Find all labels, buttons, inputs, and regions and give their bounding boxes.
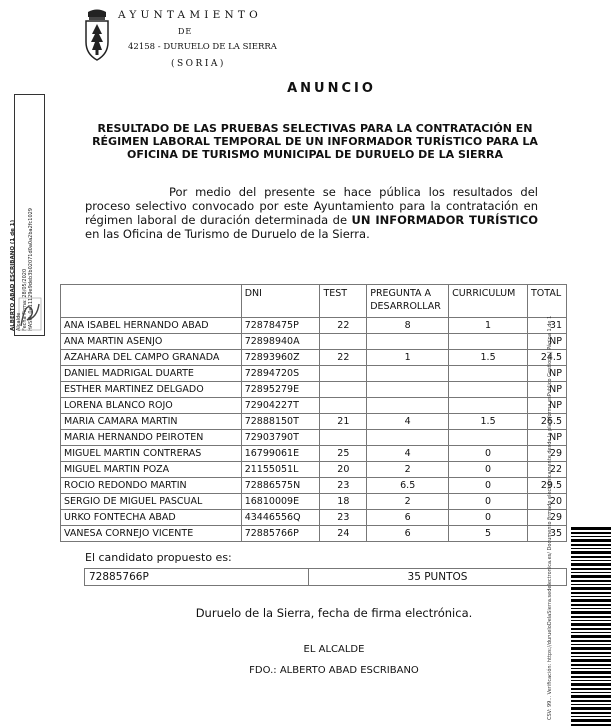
cell-name: ANA ISABEL HERNANDO ABAD <box>61 318 242 334</box>
cell-pregunta <box>367 398 449 414</box>
table-row <box>61 446 567 462</box>
cell-curriculum: 0 <box>449 446 528 462</box>
cell-curriculum <box>449 398 528 414</box>
header-dni: DNI <box>241 285 320 318</box>
table-row <box>61 366 567 382</box>
cell-total: NP <box>528 366 567 382</box>
body-text-bold: UN INFORMADOR TURÍSTICO <box>351 213 538 227</box>
cell-dni: 72903790T <box>241 430 320 446</box>
body-text-2: en las Oficina de Turismo de Duruelo de la Sierra. <box>85 227 370 241</box>
header-name <box>61 285 242 318</box>
header-curriculum: CURRICULUM <box>449 285 528 318</box>
cell-curriculum: 1 <box>449 318 528 334</box>
table-row <box>61 414 567 430</box>
cell-total: 22 <box>528 462 567 478</box>
cell-pregunta <box>367 366 449 382</box>
cell-name: DANIEL MADRIGAL DUARTE <box>61 366 242 382</box>
cell-test <box>320 334 367 350</box>
table-row <box>61 494 567 510</box>
e-signature-hash: HASH: 0e11129e9deb3b02071d0a0a2ba2fc1029 <box>28 208 34 331</box>
body-paragraph <box>85 185 538 241</box>
table-row <box>61 398 567 414</box>
cell-curriculum: 0 <box>449 510 528 526</box>
e-signature-role: Alcalde <box>16 312 22 331</box>
cell-pregunta: 6.5 <box>367 478 449 494</box>
cell-dni: 16799061E <box>241 446 320 462</box>
cell-dni: 43446556Q <box>241 510 320 526</box>
org-address: 42158 - DURUELO DE LA SIERRA <box>128 42 277 52</box>
table-row <box>61 526 567 542</box>
cell-total: 20 <box>528 494 567 510</box>
cell-curriculum: 0 <box>449 462 528 478</box>
table-row <box>61 430 567 446</box>
cell-name: ANA MARTIN ASENJO <box>61 334 242 350</box>
cell-name: SERGIO DE MIGUEL PASCUAL <box>61 494 242 510</box>
cell-pregunta: 2 <box>367 494 449 510</box>
cell-total: 29.5 <box>528 478 567 494</box>
cell-total: 24.5 <box>528 350 567 366</box>
org-name: AYUNTAMIENTO <box>118 9 262 21</box>
subject-heading: RESULTADO DE LAS PRUEBAS SELECTIVAS PARA LA CONTRATACIÓN EN RÉGIMEN LABORAL TEMPORAL DE UN INFORMADOR TURÍSTICO PARA LA OFICINA DE TURISMO MUNICIPAL DE DURUELO DE LA SIERRA <box>92 122 538 161</box>
cell-pregunta: 2 <box>367 462 449 478</box>
cell-test: 21 <box>320 414 367 430</box>
org-province: (SORIA) <box>171 59 226 69</box>
signature-seal-icon <box>17 296 43 332</box>
candidate-table <box>84 568 567 586</box>
candidate-dni: 72885766P <box>85 569 309 586</box>
cell-curriculum <box>449 366 528 382</box>
coat-of-arms-icon <box>80 8 114 64</box>
candidate-label: El candidato propuesto es: <box>85 551 232 564</box>
cell-test: 23 <box>320 478 367 494</box>
candidate-points: 35 PUNTOS <box>309 569 567 586</box>
cell-dni: 72885766P <box>241 526 320 542</box>
cell-test: 23 <box>320 510 367 526</box>
cell-test: 18 <box>320 494 367 510</box>
org-de: DE <box>178 27 193 36</box>
cell-test <box>320 366 367 382</box>
cell-curriculum: 5 <box>449 526 528 542</box>
place-date: Duruelo de la Sierra, fecha de firma electrónica. <box>195 606 473 620</box>
cell-dni: 72895279E <box>241 382 320 398</box>
cell-name: AZAHARA DEL CAMPO GRANADA <box>61 350 242 366</box>
cell-test: 20 <box>320 462 367 478</box>
table-row <box>61 318 567 334</box>
signer-name: FDO.: ALBERTO ABAD ESCRIBANO <box>249 665 419 676</box>
cell-pregunta: 4 <box>367 414 449 430</box>
header-total: TOTAL <box>528 285 567 318</box>
header-test: TEST <box>320 285 367 318</box>
cell-total: NP <box>528 398 567 414</box>
cell-pregunta: 6 <box>367 510 449 526</box>
cell-name: ROCIO REDONDO MARTIN <box>61 478 242 494</box>
cell-name: MARIA CAMARA MARTIN <box>61 414 242 430</box>
page-title: ANUNCIO <box>287 81 376 96</box>
cell-curriculum: 0 <box>449 494 528 510</box>
e-signature-signer: ALBERTO ABAD ESCRIBANO (1 de 1) <box>10 219 16 331</box>
cell-name: MARIA HERNANDO PEIROTEN <box>61 430 242 446</box>
cell-name: LORENA BLANCO ROJO <box>61 398 242 414</box>
header-pregunta: PREGUNTA A DESARROLLAR <box>367 285 449 318</box>
cell-dni: 72893960Z <box>241 350 320 366</box>
table-row <box>61 510 567 526</box>
table-row <box>61 462 567 478</box>
cell-pregunta: 8 <box>367 318 449 334</box>
table-row <box>61 382 567 398</box>
cell-name: MIGUEL MARTIN CONTRERAS <box>61 446 242 462</box>
cell-total: 35 <box>528 526 567 542</box>
cell-dni: 72894720S <box>241 366 320 382</box>
cell-pregunta: 6 <box>367 526 449 542</box>
cell-curriculum: 1.5 <box>449 414 528 430</box>
cell-test <box>320 398 367 414</box>
cell-dni: 72898940A <box>241 334 320 350</box>
cell-total: 31 <box>528 318 567 334</box>
cell-dni: 72878475P <box>241 318 320 334</box>
e-signature-date: Fecha Firma: 28/05/2020 <box>22 268 28 331</box>
candidate-row <box>85 569 567 586</box>
results-table <box>60 284 567 542</box>
cell-curriculum <box>449 430 528 446</box>
cell-total: NP <box>528 382 567 398</box>
cell-test: 24 <box>320 526 367 542</box>
cell-pregunta: 1 <box>367 350 449 366</box>
cell-pregunta: 4 <box>367 446 449 462</box>
cell-test: 25 <box>320 446 367 462</box>
cell-dni: 72886575N <box>241 478 320 494</box>
cell-curriculum <box>449 334 528 350</box>
signer-role: EL ALCALDE <box>303 644 365 655</box>
cell-test <box>320 382 367 398</box>
table-row <box>61 478 567 494</box>
barcode-icon <box>571 527 611 727</box>
cell-total: NP <box>528 334 567 350</box>
cell-name: MIGUEL MARTIN POZA <box>61 462 242 478</box>
cell-curriculum: 1.5 <box>449 350 528 366</box>
cell-curriculum: 0 <box>449 478 528 494</box>
table-header-row <box>61 285 567 318</box>
cell-pregunta <box>367 430 449 446</box>
cell-dni: 21155051L <box>241 462 320 478</box>
body-text-1: Por medio del presente se hace pública los resultados del proceso selectivo convocado por este Ayuntamiento para la contratación en régimen laboral de duración determinada de <box>85 185 538 227</box>
cell-dni: 72888150T <box>241 414 320 430</box>
cell-total: NP <box>528 430 567 446</box>
cell-test: 22 <box>320 318 367 334</box>
cell-total: 26.5 <box>528 414 567 430</box>
cell-total: 29 <box>528 510 567 526</box>
verification-text: CSV: 99... Verificación: https://durueloDelaSierra.sedelectronica.es/ Documento firmado electrónicamente desde la plataforma esPublico Gestiona | Página 1 de 1 <box>547 315 553 720</box>
cell-name: URKO FONTECHA ABAD <box>61 510 242 526</box>
cell-curriculum <box>449 382 528 398</box>
cell-test: 22 <box>320 350 367 366</box>
cell-name: ESTHER MARTINEZ DELGADO <box>61 382 242 398</box>
cell-dni: 72904227T <box>241 398 320 414</box>
cell-test <box>320 430 367 446</box>
cell-pregunta <box>367 382 449 398</box>
table-row <box>61 334 567 350</box>
cell-pregunta <box>367 334 449 350</box>
table-row <box>61 350 567 366</box>
cell-dni: 16810009E <box>241 494 320 510</box>
cell-name: VANESA CORNEJO VICENTE <box>61 526 242 542</box>
cell-total: 29 <box>528 446 567 462</box>
